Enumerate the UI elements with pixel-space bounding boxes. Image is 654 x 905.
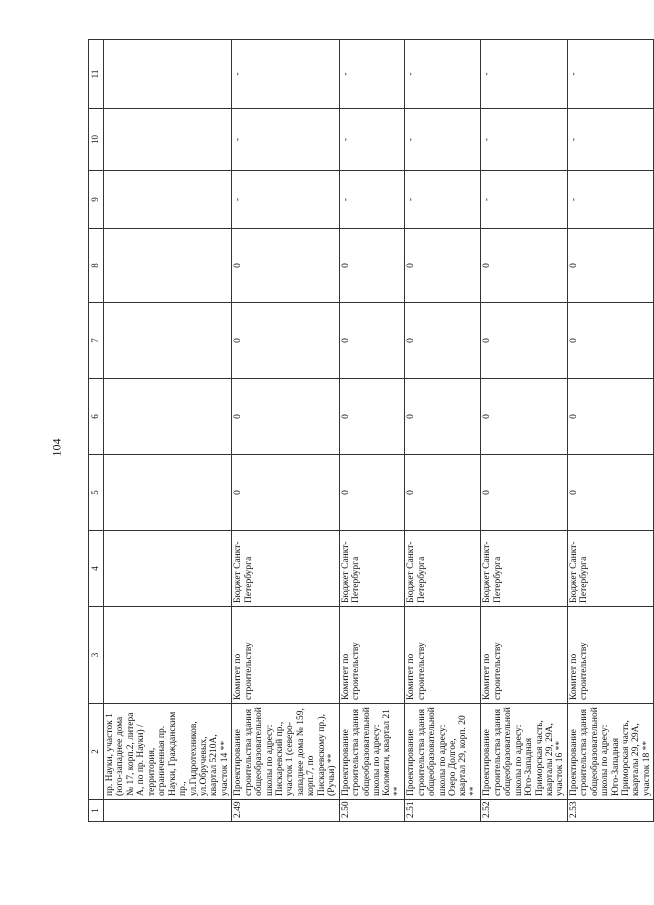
row-value-col5: 0	[339, 455, 405, 531]
row-name: Проектирование строительства здания общеобразовательной школы по адресу: Юго-Западная Приморская часть, кварталы 29, 29А, участок 16 **	[481, 704, 568, 800]
row-name: Проектирование строительства здания общеобразовательной школы по адресу: Озеро Долгое, квартал 29, корп. 20 **	[405, 704, 481, 800]
row-value-col6: 0	[339, 379, 405, 455]
row-value-col9	[104, 171, 232, 229]
row-value-col8: 0	[567, 229, 654, 303]
row-value-col5	[104, 455, 232, 531]
row-funding-source: Бюджет Санкт-Петербурга	[339, 531, 405, 607]
row-funding-source	[104, 531, 232, 607]
column-number: 2	[89, 704, 104, 800]
row-funding-source: Бюджет Санкт-Петербурга	[481, 531, 568, 607]
row-value-col11: -	[481, 40, 568, 109]
row-value-col6: 0	[405, 379, 481, 455]
row-value-col8: 0	[405, 229, 481, 303]
row-value-col7: 0	[232, 303, 339, 379]
row-number: 2.52	[481, 800, 568, 822]
row-funding-source: Бюджет Санкт-Петербурга	[232, 531, 339, 607]
row-name: пр. Науки, участок 1 (юго-западнее дома № 17, корп.2, литера А, по пр. Науки) / территория, ограниченная пр. Науки, Гражданским пр., ул.Гидротехников, ул.Обручевых, квартал 5210А, участок 14 **	[104, 704, 232, 800]
row-customer: Комитет по строительству	[405, 607, 481, 704]
row-value-col9: -	[567, 171, 654, 229]
row-value-col6	[104, 379, 232, 455]
column-number: 10	[89, 109, 104, 171]
row-value-col5: 0	[481, 455, 568, 531]
column-number: 11	[89, 40, 104, 109]
row-customer: Комитет по строительству	[339, 607, 405, 704]
rotated-sheet	[88, 40, 652, 822]
row-value-col5: 0	[232, 455, 339, 531]
table-row	[232, 40, 339, 822]
row-number: 2.50	[339, 800, 405, 822]
column-number: 9	[89, 171, 104, 229]
row-customer	[104, 607, 232, 704]
column-number: 4	[89, 531, 104, 607]
row-value-col9: -	[232, 171, 339, 229]
row-value-col11: -	[567, 40, 654, 109]
row-value-col9: -	[481, 171, 568, 229]
row-customer: Комитет по строительству	[567, 607, 654, 704]
column-number: 6	[89, 379, 104, 455]
row-value-col8: 0	[481, 229, 568, 303]
column-number: 5	[89, 455, 104, 531]
page-number: 104	[49, 438, 64, 457]
column-number: 7	[89, 303, 104, 379]
row-value-col8	[104, 229, 232, 303]
row-value-col5: 0	[567, 455, 654, 531]
table-row	[567, 40, 654, 822]
row-value-col11: -	[232, 40, 339, 109]
row-number: 2.49	[232, 800, 339, 822]
row-number: 2.53	[567, 800, 654, 822]
row-value-col7: 0	[567, 303, 654, 379]
table-row	[339, 40, 405, 822]
column-number: 1	[89, 800, 104, 822]
row-value-col10: -	[339, 109, 405, 171]
row-value-col6: 0	[232, 379, 339, 455]
column-number-row	[89, 40, 104, 822]
program-table	[88, 39, 654, 822]
row-value-col9: -	[405, 171, 481, 229]
row-value-col11: -	[405, 40, 481, 109]
row-funding-source: Бюджет Санкт-Петербурга	[567, 531, 654, 607]
row-customer: Комитет по строительству	[232, 607, 339, 704]
row-name: Проектирование строительства здания общеобразовательной школы по адресу: Пискаревский пр., участок 1 (северо-западнее дома № 159, корп.7, по Пискаревскому пр.), (Ручьи) **	[232, 704, 339, 800]
row-customer: Комитет по строительству	[481, 607, 568, 704]
row-number: 2.51	[405, 800, 481, 822]
table-row	[405, 40, 481, 822]
row-value-col7: 0	[481, 303, 568, 379]
row-funding-source: Бюджет Санкт-Петербурга	[405, 531, 481, 607]
row-value-col10: -	[481, 109, 568, 171]
row-value-col7: 0	[405, 303, 481, 379]
row-value-col7	[104, 303, 232, 379]
table-row	[481, 40, 568, 822]
row-name: Проектирование строительства здания общеобразовательной школы по адресу: Юго-Западная Приморская часть, кварталы 29, 29А, участок 18 **	[567, 704, 654, 800]
row-value-col9: -	[339, 171, 405, 229]
row-value-col6: 0	[567, 379, 654, 455]
column-number: 8	[89, 229, 104, 303]
column-number: 3	[89, 607, 104, 704]
row-name: Проектирование строительства здания общеобразовательной школы по адресу: Коломяги, квартал 21 **	[339, 704, 405, 800]
table-row	[104, 40, 232, 822]
row-value-col8: 0	[232, 229, 339, 303]
row-value-col11: -	[339, 40, 405, 109]
row-value-col10: -	[567, 109, 654, 171]
row-number	[104, 800, 232, 822]
row-value-col10	[104, 109, 232, 171]
row-value-col5: 0	[405, 455, 481, 531]
row-value-col6: 0	[481, 379, 568, 455]
rotated-page-area	[88, 40, 652, 822]
row-value-col8: 0	[339, 229, 405, 303]
row-value-col11	[104, 40, 232, 109]
row-value-col7: 0	[339, 303, 405, 379]
row-value-col10: -	[232, 109, 339, 171]
row-value-col10: -	[405, 109, 481, 171]
